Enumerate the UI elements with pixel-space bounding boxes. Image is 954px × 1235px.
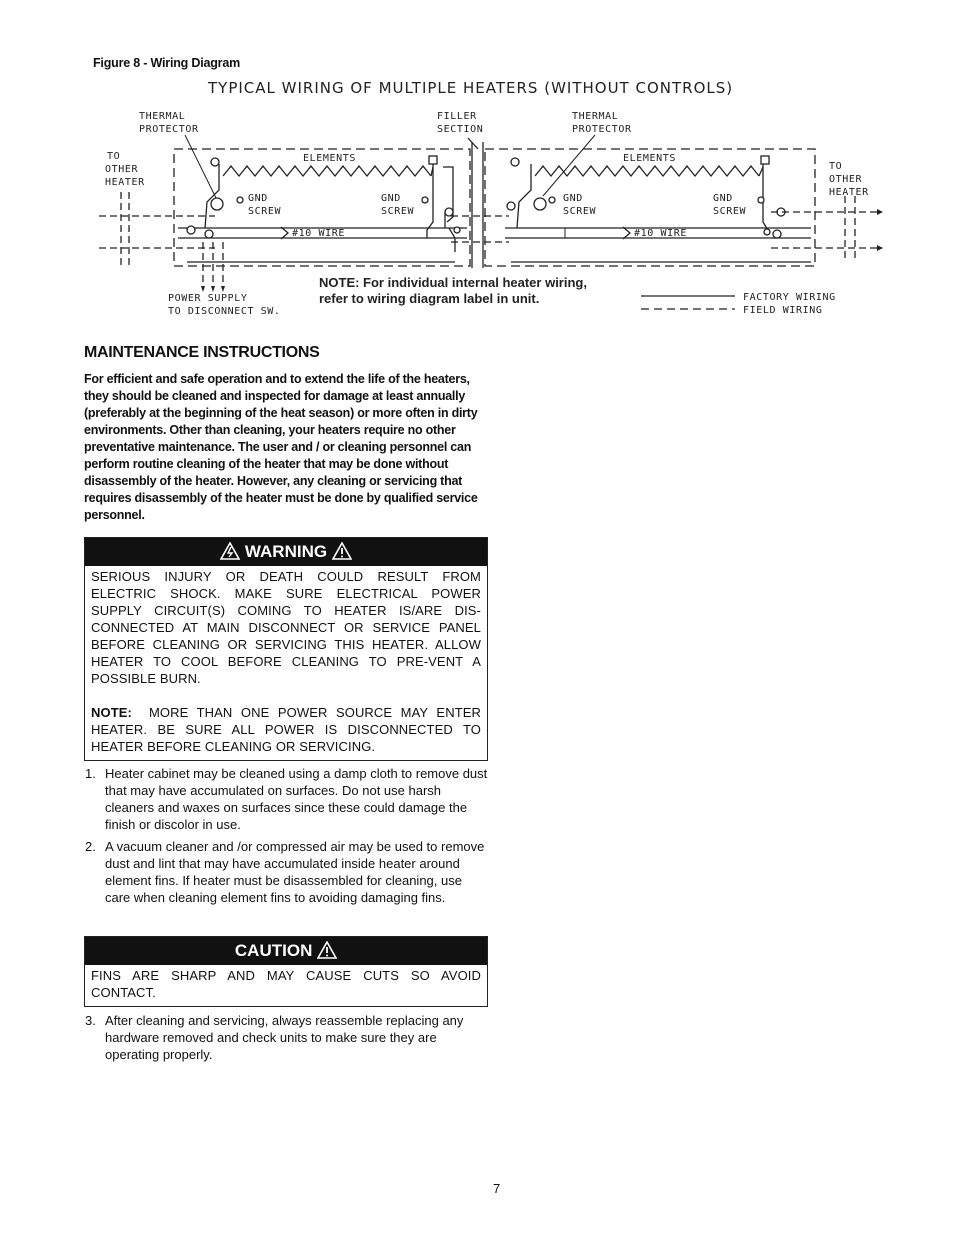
- warning-text: SERIOUS INJURY OR DEATH COULD RESULT FROM ELECTRIC SHOCK. MAKE SURE ELECTRICAL POWER SUPPLY CIRCUIT(S) COMING TO HEATER IS/ARE DIS-CONNECTED AT MAIN DISCONNECT OR SERVICE PANEL BEFORE CLEANING OR SERVICING THIS HEATER. ALLOW HEATER TO COOL BEFORE CLEANING TO PRE-VENT A POSSIBLE BURN.: [91, 569, 481, 686]
- step-text: A vacuum cleaner and /or compressed air may be used to remove dust and lint that may have accumulated inside heater around element fins. If heater must be disassembled for cleaning, use care when cleaning element fins to avoiding damaging fins.: [105, 839, 485, 905]
- gnd-screw-label: GND: [563, 193, 583, 204]
- warning-note: [91, 704, 481, 755]
- gnd-screw-label: GND: [248, 193, 268, 204]
- warning-title: WARNING: [244, 542, 328, 561]
- step-text: Heater cabinet may be cleaned using a damp cloth to remove dust that may have accumulated on surfaces. Do not use harsh cleaners and waxes on surfaces since these could damage the finish or discolor in use.: [105, 766, 488, 832]
- gnd-screw-label: SCREW: [713, 206, 747, 217]
- list-item: [84, 1012, 490, 1063]
- warning-body: [85, 566, 487, 763]
- step-number: 3.: [85, 1013, 96, 1028]
- wire-label-left: #10 WIRE: [292, 228, 345, 239]
- figure-caption: Figure 8 - Wiring Diagram: [93, 56, 240, 70]
- thermal-protector-right-label: PROTECTOR: [572, 124, 632, 135]
- thermal-protector-left-label: PROTECTOR: [139, 124, 199, 135]
- filler-section-label: FILLER: [437, 111, 477, 122]
- caution-box: [84, 936, 488, 1007]
- cleaning-steps: [84, 765, 490, 911]
- to-other-heater-left-label: TO: [107, 151, 121, 162]
- power-supply-label: POWER SUPPLY: [168, 293, 248, 304]
- warning-header: [85, 538, 487, 566]
- caution-title: CAUTION: [234, 941, 313, 960]
- warning-note-text: MORE THAN ONE POWER SOURCE MAY ENTER HEATER. BE SURE ALL POWER IS DISCONNECTED TO HEATER BEFORE CLEANING OR SERVICING.: [91, 705, 481, 754]
- diagram-title: TYPICAL WIRING OF MULTIPLE HEATERS (WITHOUT CONTROLS): [208, 79, 734, 97]
- elements-right-label: ELEMENTS: [623, 153, 676, 164]
- wire-label-right: #10 WIRE: [634, 228, 687, 239]
- gnd-screw-label: SCREW: [381, 206, 415, 217]
- caution-header: [85, 937, 487, 965]
- field-wiring-legend-label: FIELD WIRING: [743, 305, 823, 316]
- gnd-screw-label: GND: [713, 193, 733, 204]
- diagram-note: NOTE: For individual internal heater wiring,: [319, 275, 587, 290]
- warning-note-label: NOTE:: [91, 705, 132, 720]
- warning-triangle-icon: [332, 542, 352, 560]
- caution-body: FINS ARE SHARP AND MAY CAUSE CUTS SO AVOID CONTACT.: [91, 968, 481, 1000]
- step-number: 1.: [85, 766, 96, 781]
- maintenance-intro: For efficient and safe operation and to extend the life of the heaters, they should be cleaned and inspected for damage at least annually (preferably at the beginning of the heat season) or more often in dirty environments. Other than cleaning, your heaters require no other preventative maintenance. The user and / or cleaning personnel can perform routine cleaning of the heater that may be done without disassembly of the heater. However, any cleaning or servicing that requires disassembly of the heater must be done by qualified service personnel.: [84, 372, 478, 522]
- gnd-screw-label: GND: [381, 193, 401, 204]
- filler-section-label: SECTION: [437, 124, 484, 135]
- maintenance-heading: MAINTENANCE INSTRUCTIONS: [84, 344, 320, 361]
- wiring-diagram: [95, 72, 885, 322]
- list-item: [84, 838, 490, 906]
- cleaning-steps: [84, 1012, 490, 1068]
- page-number: 7: [493, 1181, 501, 1196]
- thermal-protector-left-label: THERMAL: [139, 111, 186, 122]
- gnd-screw-label: SCREW: [563, 206, 597, 217]
- to-other-heater-left-label: OTHER: [105, 164, 139, 175]
- elements-left-label: ELEMENTS: [303, 153, 356, 164]
- gnd-screw-label: SCREW: [248, 206, 282, 217]
- warning-triangle-icon: [317, 941, 337, 959]
- to-other-heater-left-label: HEATER: [105, 177, 145, 188]
- to-other-heater-right-label: OTHER: [829, 174, 863, 185]
- thermal-protector-right-label: THERMAL: [572, 111, 619, 122]
- factory-wiring-legend-label: FACTORY WIRING: [743, 292, 836, 303]
- thermal-protector-pointers: [185, 135, 595, 238]
- list-item: [84, 765, 490, 833]
- step-text: After cleaning and servicing, always reassemble replacing any hardware removed and check units to make sure they are operating properly.: [105, 1013, 464, 1062]
- to-other-heater-right-label: TO: [829, 161, 843, 172]
- power-supply-label: TO DISCONNECT SW.: [168, 306, 281, 317]
- to-other-heater-right-label: HEATER: [829, 187, 869, 198]
- electric-warning-icon: [220, 542, 240, 560]
- heating-elements: [223, 166, 763, 176]
- warning-box: [84, 537, 488, 761]
- step-number: 2.: [85, 839, 96, 854]
- diagram-note: refer to wiring diagram label in unit.: [319, 291, 540, 306]
